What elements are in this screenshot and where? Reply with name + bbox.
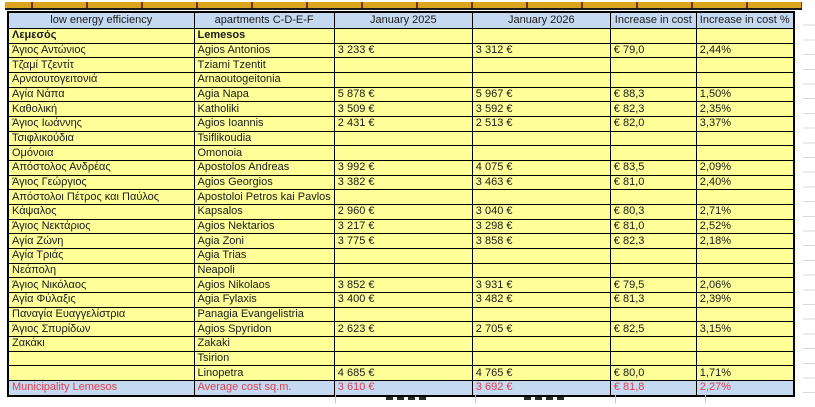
cell-january-2025[interactable] [334, 73, 472, 88]
cell-january-2026[interactable]: 3 592 € [472, 102, 610, 117]
cell-january-2025[interactable] [334, 337, 472, 352]
cell-increase-in-cost[interactable]: € 79,0 [610, 43, 696, 58]
cell-increase-in-cost[interactable] [610, 307, 696, 322]
cell-district-greek[interactable]: Άγιος Νεκτάριος [8, 219, 194, 234]
gridline [475, 395, 476, 403]
cell-increase-in-cost[interactable]: € 82,5 [610, 322, 696, 337]
cell-district-greek[interactable]: Αγία Τριάς [8, 249, 194, 264]
cell-january-2026[interactable]: 3 298 € [472, 219, 610, 234]
cell-district-greek[interactable]: Καθολική [8, 102, 194, 117]
cell-january-2025[interactable]: 4 685 € [334, 366, 472, 381]
cell-district-latin[interactable]: Agios Antonios [194, 43, 334, 58]
cell-increase-pct[interactable]: 2,44% [696, 43, 793, 58]
cell-increase-in-cost[interactable] [610, 58, 696, 73]
cell-increase-pct[interactable] [696, 351, 793, 366]
cell-january-2026[interactable]: 3 040 € [472, 205, 610, 220]
cell-increase-pct[interactable]: 3,15% [696, 322, 793, 337]
cutoff-bottom-row-digits-jan2025 [386, 397, 426, 400]
cell-january-2025[interactable]: 3 382 € [334, 175, 472, 190]
cell-increase-pct[interactable] [696, 58, 793, 73]
cell-january-2025[interactable] [334, 307, 472, 322]
cell-january-2026[interactable]: 5 967 € [472, 87, 610, 102]
cell-district-greek[interactable]: Κάψαλος [8, 205, 194, 220]
cell-january-2026[interactable] [472, 29, 610, 44]
cell-district-greek[interactable]: Αγία Νάπα [8, 87, 194, 102]
cell-district-greek[interactable]: Άγιος Γεώργιος [8, 175, 194, 190]
cell-increase-in-cost[interactable]: € 80,0 [610, 366, 696, 381]
cell-district-greek[interactable]: Τσιφλικούδια [8, 131, 194, 146]
cell-increase-pct[interactable]: 2,35% [696, 102, 793, 117]
header-low-energy-efficiency[interactable]: low energy efficiency [8, 12, 194, 29]
cell-increase-in-cost[interactable] [610, 73, 696, 88]
cell-increase-in-cost[interactable] [610, 190, 696, 205]
table-row [8, 307, 794, 322]
cell-district-latin[interactable]: Katholiki [194, 102, 334, 117]
cell-district-greek[interactable]: Άγιος Σπυρίδων [8, 322, 194, 337]
table-row [8, 263, 794, 278]
cell-increase-in-cost[interactable]: € 82,0 [610, 117, 696, 132]
cell-january-2025[interactable] [334, 131, 472, 146]
table-row [8, 293, 794, 308]
cell-district-latin[interactable]: Kapsalos [194, 205, 334, 220]
cell-january-2026[interactable]: 3 858 € [472, 234, 610, 249]
table-row [8, 234, 794, 249]
cell-january-2025[interactable]: 2 623 € [334, 322, 472, 337]
table-row [8, 73, 794, 88]
table-row [8, 58, 794, 73]
table-row [8, 29, 794, 44]
cell-district-latin[interactable]: Zakaki [194, 337, 334, 352]
cell-district-greek[interactable]: Άγιος Αντώνιος [8, 43, 194, 58]
cell-increase-in-cost[interactable] [610, 29, 696, 44]
cell-increase-pct[interactable]: 2,06% [696, 278, 793, 293]
cell-increase-pct[interactable] [696, 146, 793, 161]
cell-district-latin[interactable]: Neapoli [194, 263, 334, 278]
cell-district-latin[interactable]: Apostoloi Petros kai Pavlos [194, 190, 334, 205]
gridline [705, 395, 706, 403]
table-row [8, 322, 794, 337]
price-table [7, 11, 795, 397]
cell-district-latin[interactable]: Arnaoutogeitonia [194, 73, 334, 88]
cell-district-latin[interactable]: Lemesos [194, 29, 334, 44]
table-row [8, 175, 794, 190]
cell-january-2026[interactable]: 4 765 € [472, 366, 610, 381]
cell-district-latin[interactable]: Agia Napa [194, 87, 334, 102]
cell-january-2025[interactable] [334, 351, 472, 366]
cell-january-2025[interactable] [334, 146, 472, 161]
gridline [335, 395, 336, 403]
cell-increase-pct[interactable] [696, 29, 793, 44]
table-header-row [8, 12, 794, 29]
cell-district-latin[interactable]: Agios Ioannis [194, 117, 334, 132]
cell-district-greek[interactable]: Τζαμί Τζεντίτ [8, 58, 194, 73]
cell-january-2025[interactable] [334, 249, 472, 264]
cell-january-2025[interactable] [334, 58, 472, 73]
cell-district-greek[interactable]: Παναγία Ευαγγελίστρια [8, 307, 194, 322]
cell-district-greek[interactable]: Municipality Lemesos [8, 381, 194, 396]
cell-increase-pct[interactable]: 3,37% [696, 117, 793, 132]
header-january-2026[interactable]: January 2026 [472, 12, 610, 29]
table-row [8, 131, 794, 146]
header-january-2025[interactable]: January 2025 [334, 12, 472, 29]
cell-january-2026[interactable] [472, 73, 610, 88]
table-row [8, 117, 794, 132]
cell-january-2026[interactable]: 2 513 € [472, 117, 610, 132]
cell-january-2025[interactable]: 3 992 € [334, 161, 472, 176]
cell-increase-pct[interactable]: 2,40% [696, 175, 793, 190]
table-row [8, 381, 794, 396]
table-row [8, 102, 794, 117]
cell-district-greek[interactable]: Ζακάκι [8, 337, 194, 352]
cell-increase-in-cost[interactable]: € 80,3 [610, 205, 696, 220]
gridline [615, 395, 616, 403]
table-row [8, 87, 794, 102]
cell-increase-in-cost[interactable]: € 82,3 [610, 102, 696, 117]
cell-january-2025[interactable]: 2 960 € [334, 205, 472, 220]
cell-district-greek[interactable]: Άγιος Ιωάννης [8, 117, 194, 132]
table-row [8, 43, 794, 58]
cell-increase-in-cost[interactable]: € 82,3 [610, 234, 696, 249]
cell-increase-in-cost[interactable]: € 81,3 [610, 293, 696, 308]
cell-increase-pct[interactable] [696, 263, 793, 278]
table-body [8, 29, 794, 396]
cell-increase-in-cost[interactable]: € 88,3 [610, 87, 696, 102]
cell-increase-in-cost[interactable]: € 79,5 [610, 278, 696, 293]
cell-increase-in-cost[interactable]: € 81,8 [610, 381, 696, 396]
cell-district-greek[interactable]: Λεμεσός [8, 29, 194, 44]
cell-district-latin[interactable]: Agios Georgios [194, 175, 334, 190]
cell-january-2026[interactable]: 2 705 € [472, 322, 610, 337]
cell-increase-in-cost[interactable]: € 81,0 [610, 219, 696, 234]
cell-january-2025[interactable]: 3 233 € [334, 43, 472, 58]
cell-january-2025[interactable]: 3 217 € [334, 219, 472, 234]
cell-january-2025[interactable]: 3 509 € [334, 102, 472, 117]
cell-increase-pct[interactable] [696, 73, 793, 88]
cell-january-2026[interactable]: 3 312 € [472, 43, 610, 58]
table-row [8, 205, 794, 220]
table-row [8, 351, 794, 366]
table-row [8, 278, 794, 293]
cell-district-latin[interactable]: Average cost sq.m. [194, 381, 334, 396]
cell-january-2026[interactable]: 3 463 € [472, 175, 610, 190]
cell-increase-pct[interactable]: 2,09% [696, 161, 793, 176]
cell-january-2026[interactable] [472, 263, 610, 278]
cell-district-latin[interactable]: Apostolos Andreas [194, 161, 334, 176]
cell-district-latin[interactable]: Agia Zoni [194, 234, 334, 249]
cell-district-greek[interactable]: Νεάπολη [8, 263, 194, 278]
cell-increase-in-cost[interactable]: € 83,5 [610, 161, 696, 176]
cell-january-2026[interactable]: 4 075 € [472, 161, 610, 176]
cell-january-2025[interactable]: 5 878 € [334, 87, 472, 102]
cell-district-greek[interactable] [8, 366, 194, 381]
cell-district-greek[interactable]: Άγιος Νικόλαος [8, 278, 194, 293]
table-row [8, 366, 794, 381]
cell-increase-pct[interactable]: 2,27% [696, 381, 793, 396]
cell-district-greek[interactable]: Ομόνοια [8, 146, 194, 161]
cell-january-2025[interactable]: 3 610 € [334, 381, 472, 396]
cell-increase-in-cost[interactable] [610, 263, 696, 278]
cell-district-latin[interactable]: Omonoia [194, 146, 334, 161]
cell-district-greek[interactable] [8, 351, 194, 366]
cell-district-latin[interactable]: Agios Nikolaos [194, 278, 334, 293]
cell-january-2026[interactable] [472, 146, 610, 161]
cell-increase-in-cost[interactable] [610, 131, 696, 146]
cell-increase-in-cost[interactable] [610, 351, 696, 366]
cell-increase-in-cost[interactable] [610, 249, 696, 264]
cell-district-latin[interactable]: Linopetra [194, 366, 334, 381]
table-row [8, 190, 794, 205]
cell-increase-pct[interactable]: 1,71% [696, 366, 793, 381]
cell-january-2026[interactable] [472, 190, 610, 205]
cell-district-greek[interactable]: Αγία Φύλαξις [8, 293, 194, 308]
cell-increase-pct[interactable] [696, 337, 793, 352]
cell-january-2026[interactable] [472, 351, 610, 366]
cell-january-2025[interactable]: 2 431 € [334, 117, 472, 132]
cell-january-2025[interactable] [334, 263, 472, 278]
cutoff-top-row-band [5, 2, 802, 10]
cell-district-latin[interactable]: Agia Fylaxis [194, 293, 334, 308]
table-row [8, 146, 794, 161]
cell-increase-in-cost[interactable]: € 81,0 [610, 175, 696, 190]
header-apartments[interactable]: apartments C-D-E-F [194, 12, 334, 29]
table-row [8, 249, 794, 264]
cell-district-greek[interactable]: Αρναουτογειτονιά [8, 73, 194, 88]
cell-january-2026[interactable] [472, 131, 610, 146]
cell-january-2025[interactable]: 3 400 € [334, 293, 472, 308]
table-row [8, 337, 794, 352]
cell-january-2025[interactable] [334, 190, 472, 205]
cell-january-2026[interactable] [472, 337, 610, 352]
header-increase-in-cost-pct[interactable]: Increase in cost % [696, 12, 793, 29]
cell-increase-pct[interactable]: 2,39% [696, 293, 793, 308]
cell-increase-pct[interactable] [696, 307, 793, 322]
cell-district-greek[interactable]: Αγία Ζώνη [8, 234, 194, 249]
cutoff-bottom-row-digits-jan2026 [524, 397, 564, 400]
cell-district-greek[interactable]: Απόστολος Ανδρέας [8, 161, 194, 176]
cell-district-latin[interactable]: Agia Trias [194, 249, 334, 264]
cell-district-latin[interactable]: Agios Spyridon [194, 322, 334, 337]
cell-january-2025[interactable] [334, 29, 472, 44]
cell-increase-in-cost[interactable] [610, 337, 696, 352]
cell-increase-pct[interactable] [696, 249, 793, 264]
cell-january-2026[interactable] [472, 249, 610, 264]
cell-district-latin[interactable]: Tziami Tzentit [194, 58, 334, 73]
cell-district-latin[interactable]: Tsirion [194, 351, 334, 366]
cell-district-latin[interactable]: Agios Nektarios [194, 219, 334, 234]
cell-january-2026[interactable] [472, 307, 610, 322]
table-row [8, 219, 794, 234]
cell-increase-pct[interactable] [696, 131, 793, 146]
cell-increase-pct[interactable]: 1,50% [696, 87, 793, 102]
cell-january-2026[interactable]: 3 692 € [472, 381, 610, 396]
cell-increase-in-cost[interactable] [610, 146, 696, 161]
cell-january-2026[interactable] [472, 58, 610, 73]
gridline-strip [803, 11, 815, 395]
cell-increase-pct[interactable]: 2,52% [696, 219, 793, 234]
cell-increase-pct[interactable]: 2,18% [696, 234, 793, 249]
cell-increase-pct[interactable]: 2,71% [696, 205, 793, 220]
cell-district-latin[interactable]: Tsiflikoudia [194, 131, 334, 146]
cell-district-greek[interactable]: Απόστολοι Πέτρος και Παύλος [8, 190, 194, 205]
cell-district-latin[interactable]: Panagia Evangelistria [194, 307, 334, 322]
header-increase-in-cost[interactable]: Increase in cost [610, 12, 696, 29]
table-row [8, 161, 794, 176]
cell-january-2025[interactable]: 3 775 € [334, 234, 472, 249]
cell-increase-pct[interactable] [696, 190, 793, 205]
cell-january-2025[interactable]: 3 852 € [334, 278, 472, 293]
cell-january-2026[interactable]: 3 482 € [472, 293, 610, 308]
cell-january-2026[interactable]: 3 931 € [472, 278, 610, 293]
